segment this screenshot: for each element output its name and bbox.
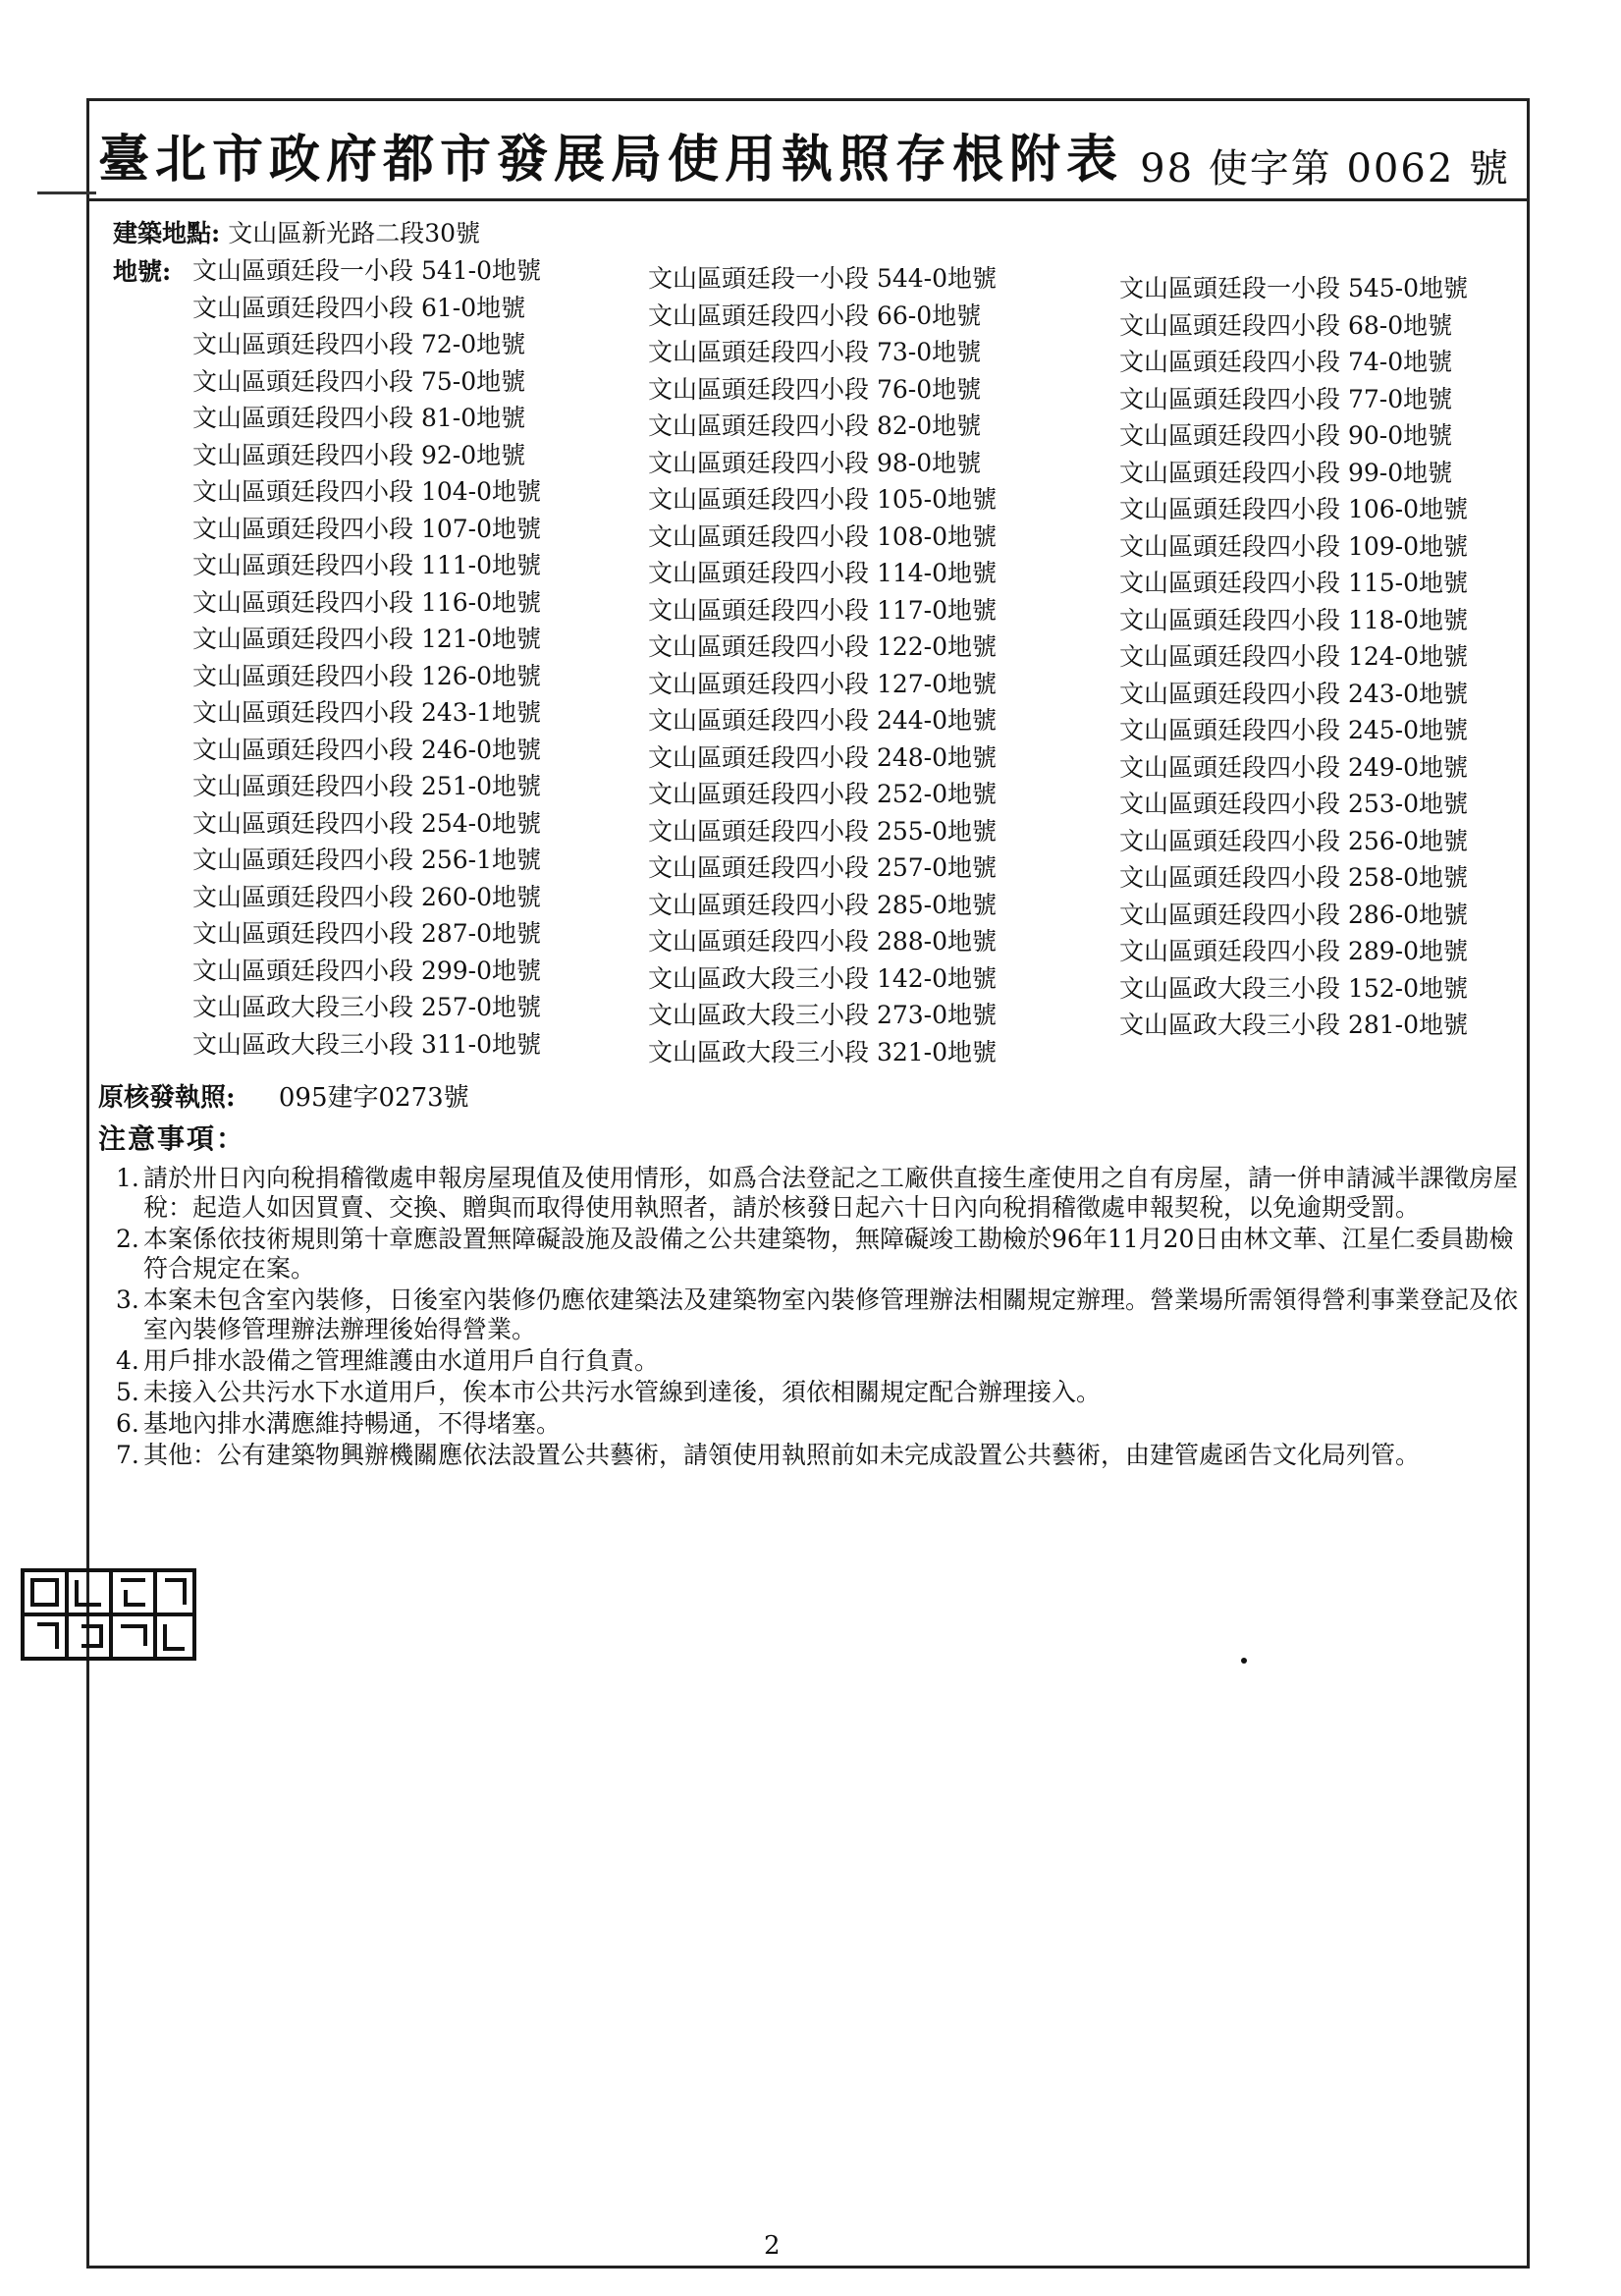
notes-list bbox=[116, 1164, 1530, 1472]
official-seal-icon bbox=[18, 1565, 199, 1664]
note-text: 其他：公有建築物興辦機關應依法設置公共藝術，請領使用執照前如未完成設置公共藝術，由建管處函告文化局列管。 bbox=[143, 1441, 1421, 1469]
parcel-item: 文山區頭廷段四小段 107-0地號 bbox=[192, 514, 542, 543]
note-item bbox=[116, 1441, 1530, 1470]
note-item bbox=[116, 1409, 1530, 1439]
parcel-item: 文山區頭廷段四小段 285-0地號 bbox=[648, 890, 998, 919]
parcel-column-2 bbox=[648, 260, 997, 1070]
parcel-item: 文山區頭廷段四小段 249-0地號 bbox=[1119, 752, 1469, 782]
note-text: 用戶排水設備之管理維護由水道用戶自行負責。 bbox=[143, 1346, 660, 1375]
document-title: 臺北市政府都市發展局使用執照存根附表 bbox=[98, 130, 1124, 190]
parcel-item: 文山區頭廷段四小段 117-0地號 bbox=[648, 595, 998, 625]
parcel-item: 文山區頭廷段四小段 254-0地號 bbox=[192, 808, 542, 838]
parcel-item: 文山區頭廷段四小段 244-0地號 bbox=[648, 706, 998, 735]
parcel-item: 文山區頭廷段四小段 260-0地號 bbox=[192, 882, 542, 911]
parcel-label: 地號: bbox=[113, 257, 172, 286]
note-number: 1. bbox=[116, 1164, 139, 1192]
parcel-item: 文山區頭廷段四小段 106-0地號 bbox=[1119, 495, 1469, 523]
note-item bbox=[116, 1164, 1530, 1223]
parcel-item: 文山區頭廷段一小段 541-0地號 bbox=[192, 256, 542, 285]
parcel-item: 文山區頭廷段四小段 245-0地號 bbox=[1119, 716, 1469, 744]
parcel-item: 文山區頭廷段四小段 111-0地號 bbox=[192, 551, 542, 579]
parcel-item: 文山區頭廷段四小段 256-1地號 bbox=[192, 846, 542, 874]
parcel-item: 文山區政大段三小段 142-0地號 bbox=[648, 963, 998, 993]
parcel-item: 文山區頭廷段四小段 287-0地號 bbox=[192, 919, 542, 948]
parcel-item: 文山區頭廷段四小段 105-0地號 bbox=[648, 485, 998, 514]
parcel-item: 文山區頭廷段四小段 75-0地號 bbox=[192, 366, 526, 396]
parcel-item: 文山區頭廷段四小段 72-0地號 bbox=[192, 330, 526, 358]
parcel-item: 文山區頭廷段四小段 109-0地號 bbox=[1119, 531, 1469, 561]
note-text: 本案係依技術規則第十章應設置無障礙設施及設備之公共建築物，無障礙竣工勘檢於96年11月20日由林文華、江星仁委員勘檢符合規定在案。 bbox=[143, 1225, 1514, 1283]
parcel-column-1 bbox=[192, 252, 541, 1063]
parcel-item: 文山區頭廷段四小段 121-0地號 bbox=[192, 625, 542, 653]
note-number: 7. bbox=[116, 1441, 139, 1469]
note-text: 本案未包含室內裝修，日後室內裝修仍應依建築法及建築物室內裝修管理辦法相關規定辦理。營業場所需領得營利事業登記及依室內裝修管理辦法辦理後始得營業。 bbox=[143, 1285, 1519, 1343]
parcel-item: 文山區頭廷段四小段 248-0地號 bbox=[648, 742, 998, 772]
parcel-item: 文山區頭廷段四小段 258-0地號 bbox=[1119, 863, 1469, 892]
parcel-item: 文山區政大段三小段 273-0地號 bbox=[648, 1001, 998, 1029]
parcel-item: 文山區頭廷段四小段 82-0地號 bbox=[648, 411, 982, 440]
parcel-item: 文山區頭廷段四小段 114-0地號 bbox=[648, 559, 998, 587]
parcel-item: 文山區頭廷段四小段 108-0地號 bbox=[648, 521, 998, 551]
parcel-item: 文山區頭廷段四小段 253-0地號 bbox=[1119, 790, 1469, 818]
building-location-label: 建築地點: bbox=[113, 219, 221, 247]
parcel-item: 文山區頭廷段四小段 115-0地號 bbox=[1119, 569, 1469, 597]
note-item bbox=[116, 1346, 1530, 1376]
parcel-item: 文山區頭廷段一小段 545-0地號 bbox=[1119, 274, 1469, 302]
note-item bbox=[116, 1225, 1530, 1284]
parcel-item: 文山區頭廷段四小段 68-0地號 bbox=[1119, 310, 1453, 340]
building-location-value: 文山區新光路二段30號 bbox=[228, 219, 480, 247]
parcel-item: 文山區頭廷段四小段 122-0地號 bbox=[648, 632, 998, 661]
parcel-item: 文山區頭廷段四小段 73-0地號 bbox=[648, 338, 982, 366]
note-number: 4. bbox=[116, 1346, 139, 1375]
parcel-item: 文山區頭廷段四小段 92-0地號 bbox=[192, 440, 526, 469]
parcel-item: 文山區頭廷段四小段 81-0地號 bbox=[192, 404, 526, 432]
notes-title: 注意事項： bbox=[98, 1122, 246, 1155]
parcel-item: 文山區頭廷段一小段 544-0地號 bbox=[648, 264, 998, 293]
parcel-item: 文山區頭廷段四小段 289-0地號 bbox=[1119, 937, 1469, 965]
original-license-label: 原核發執照: bbox=[98, 1083, 236, 1113]
page-number: 2 bbox=[764, 2231, 781, 2261]
parcel-item: 文山區頭廷段四小段 104-0地號 bbox=[192, 477, 542, 506]
parcel-item: 文山區頭廷段四小段 243-0地號 bbox=[1119, 679, 1469, 708]
note-number: 5. bbox=[116, 1378, 139, 1406]
parcel-item: 文山區頭廷段四小段 126-0地號 bbox=[192, 661, 542, 690]
parcel-item: 文山區政大段三小段 321-0地號 bbox=[648, 1037, 998, 1066]
document-header bbox=[86, 98, 1530, 201]
parcel-item: 文山區頭廷段四小段 288-0地號 bbox=[648, 927, 998, 956]
parcel-item: 文山區頭廷段四小段 99-0地號 bbox=[1119, 458, 1453, 487]
parcel-item: 文山區頭廷段四小段 299-0地號 bbox=[192, 956, 542, 985]
parcel-item: 文山區頭廷段四小段 257-0地號 bbox=[648, 853, 998, 882]
parcel-item: 文山區頭廷段四小段 66-0地號 bbox=[648, 301, 982, 330]
parcel-item: 文山區頭廷段四小段 243-1地號 bbox=[192, 698, 542, 727]
parcel-item: 文山區頭廷段四小段 76-0地號 bbox=[648, 374, 982, 404]
parcel-item: 文山區頭廷段四小段 246-0地號 bbox=[192, 735, 542, 764]
parcel-item: 文山區頭廷段四小段 77-0地號 bbox=[1119, 384, 1453, 413]
parcel-item: 文山區頭廷段四小段 286-0地號 bbox=[1119, 900, 1469, 929]
note-text: 基地內排水溝應維持暢通，不得堵塞。 bbox=[143, 1409, 562, 1438]
parcel-item: 文山區頭廷段四小段 74-0地號 bbox=[1119, 348, 1453, 376]
note-number: 3. bbox=[116, 1285, 139, 1314]
permit-number: 98 使字第 0062 號 bbox=[1140, 146, 1510, 191]
parcel-item: 文山區頭廷段四小段 98-0地號 bbox=[648, 448, 982, 477]
parcel-item: 文山區政大段三小段 257-0地號 bbox=[192, 993, 542, 1021]
note-number: 2. bbox=[116, 1225, 139, 1253]
stray-dot bbox=[1241, 1658, 1247, 1664]
note-text: 未接入公共污水下水道用戶，俟本市公共污水管線到達後，須依相關規定配合辦理接入。 bbox=[143, 1378, 1102, 1406]
parcel-item: 文山區頭廷段四小段 255-0地號 bbox=[648, 816, 998, 846]
parcel-item: 文山區頭廷段四小段 127-0地號 bbox=[648, 669, 998, 698]
note-number: 6. bbox=[116, 1409, 139, 1438]
note-item bbox=[116, 1378, 1530, 1407]
parcel-item: 文山區頭廷段四小段 251-0地號 bbox=[192, 772, 542, 800]
parcel-item: 文山區頭廷段四小段 256-0地號 bbox=[1119, 826, 1469, 855]
original-license bbox=[98, 1077, 469, 1114]
parcel-item: 文山區政大段三小段 281-0地號 bbox=[1119, 1011, 1469, 1039]
parcel-item: 文山區頭廷段四小段 61-0地號 bbox=[192, 293, 526, 322]
note-text: 請於卅日內向稅捐稽徵處申報房屋現值及使用情形，如爲合法登記之工廠供直接生產使用之自有房屋，請一併申請減半課徵房屋稅：起造人如因買賣、交換、贈與而取得使用執照者，請於核發日起六十日內向稅捐稽徵處申報契稅，以免逾期受罰。 bbox=[143, 1164, 1519, 1222]
building-location bbox=[113, 214, 480, 249]
parcel-column-3 bbox=[1119, 270, 1468, 1044]
parcel-item: 文山區頭廷段四小段 124-0地號 bbox=[1119, 642, 1469, 671]
parcel-item: 文山區政大段三小段 311-0地號 bbox=[192, 1029, 542, 1059]
parcel-item: 文山區頭廷段四小段 118-0地號 bbox=[1119, 605, 1469, 634]
parcel-item: 文山區頭廷段四小段 90-0地號 bbox=[1119, 421, 1453, 450]
original-license-value: 095建字0273號 bbox=[278, 1083, 469, 1113]
parcel-item: 文山區頭廷段四小段 116-0地號 bbox=[192, 587, 542, 617]
parcel-item: 文山區政大段三小段 152-0地號 bbox=[1119, 973, 1469, 1003]
note-item bbox=[116, 1285, 1530, 1344]
parcel-item: 文山區頭廷段四小段 252-0地號 bbox=[648, 780, 998, 808]
